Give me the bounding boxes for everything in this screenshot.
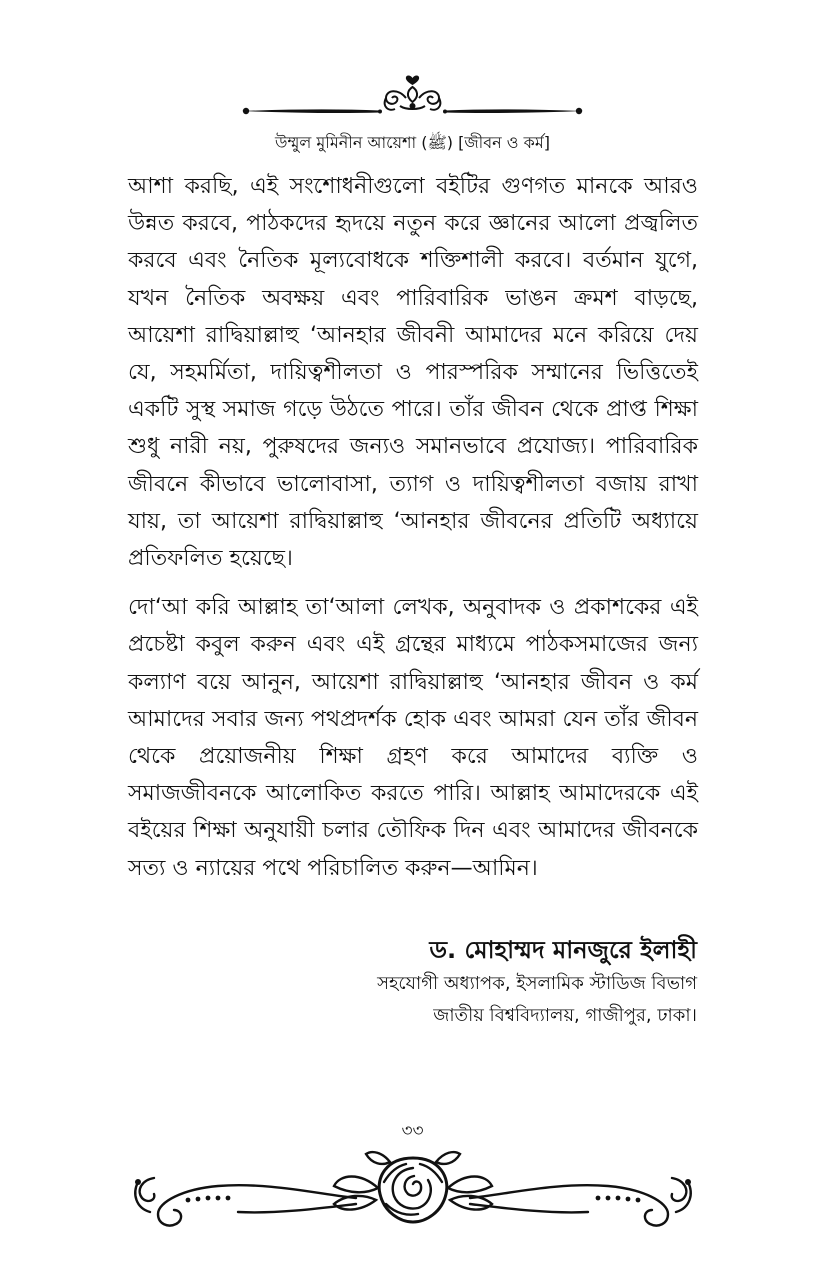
header-ornament-icon xyxy=(240,68,585,128)
author-title: সহযোগী অধ্যাপক, ইসলামিক স্টাডিজ বিভাগ xyxy=(377,973,697,994)
body-text xyxy=(128,168,698,887)
signature-block xyxy=(127,932,697,1032)
paragraph-1: আশা করছি, এই সংশোধনীগুলো বইটির গুণগত মানকে আরও উন্নত করবে, পাঠকদের হৃদয়ে নতুন করে জ্ঞানের আলো প্রজ্বলিত করবে এবং নৈতিক মূল্যবোধকে শক্তিশালী করবে। বর্তমান যুগে, যখন নৈতিক অবক্ষয় এবং পারিবারিক ভাঙন ক্রমশ বাড়ছে, আয়েশা রাদ্বিয়াল্লাহু ‘আনহার জীবনী আমাদের মনে করিয়ে দেয় যে, সহমর্মিতা, দায়িত্বশীলতা ও পারস্পরিক সম্মানের ভিত্তিতেই একটি সুস্থ সমাজ গড়ে উঠতে পারে। তাঁর জীবন থেকে প্রাপ্ত শিক্ষা শুধু নারী নয়, পুরুষদের জন্যও সমানভাবে প্রযোজ্য। পারিবারিক জীবনে কীভাবে ভালোবাসা, ত্যাগ ও দায়িত্বশীলতা বজায় রাখা যায়, তা আয়েশা রাদ্বিয়াল্লাহু ‘আনহার জীবনের প্রতিটি অধ্যায়ে প্রতিফলিত হয়েছে। xyxy=(128,174,698,572)
page-number: ৩৩ xyxy=(401,1121,424,1141)
author-name: ড. মোহাম্মদ মানজুরে ইলাহী xyxy=(429,936,697,964)
author-affiliation: জাতীয় বিশ্ববিদ্যালয়, গাজীপুর, ঢাকা। xyxy=(433,1005,697,1026)
paragraph-2: দো‘আ করি আল্লাহ তা‘আলা লেখক, অনুবাদক ও প্রকাশকের এই প্রচেষ্টা কবুল করুন এবং এই গ্রন্থের মাধ্যমে পাঠকসমাজের জন্য কল্যাণ বয়ে আনুন, আয়েশা রাদ্বিয়াল্লাহু ‘আনহার জীবন ও কর্ম আমাদের সবার জন্য পথপ্রদর্শক হোক এবং আমরা যেন তাঁর জীবন থেকে প্রয়োজনীয় শিক্ষা গ্রহণ করে আমাদের ব্যক্তি ও সমাজজীবনকে আলোকিত করতে পারি। আল্লাহ আমাদেরকে এই বইয়ের শিক্ষা অনুযায়ী চলার তৌফিক দিন এবং আমাদের জীবনকে সত্য ও ন্যায়ের পথে পরিচালিত করুন—আমিন। xyxy=(128,595,698,881)
rose-ornament-icon xyxy=(128,1142,698,1234)
running-title: উম্মুল মুমিনীন আয়েশা (ﷺ) [জীবন ও কর্ম] xyxy=(275,133,550,152)
